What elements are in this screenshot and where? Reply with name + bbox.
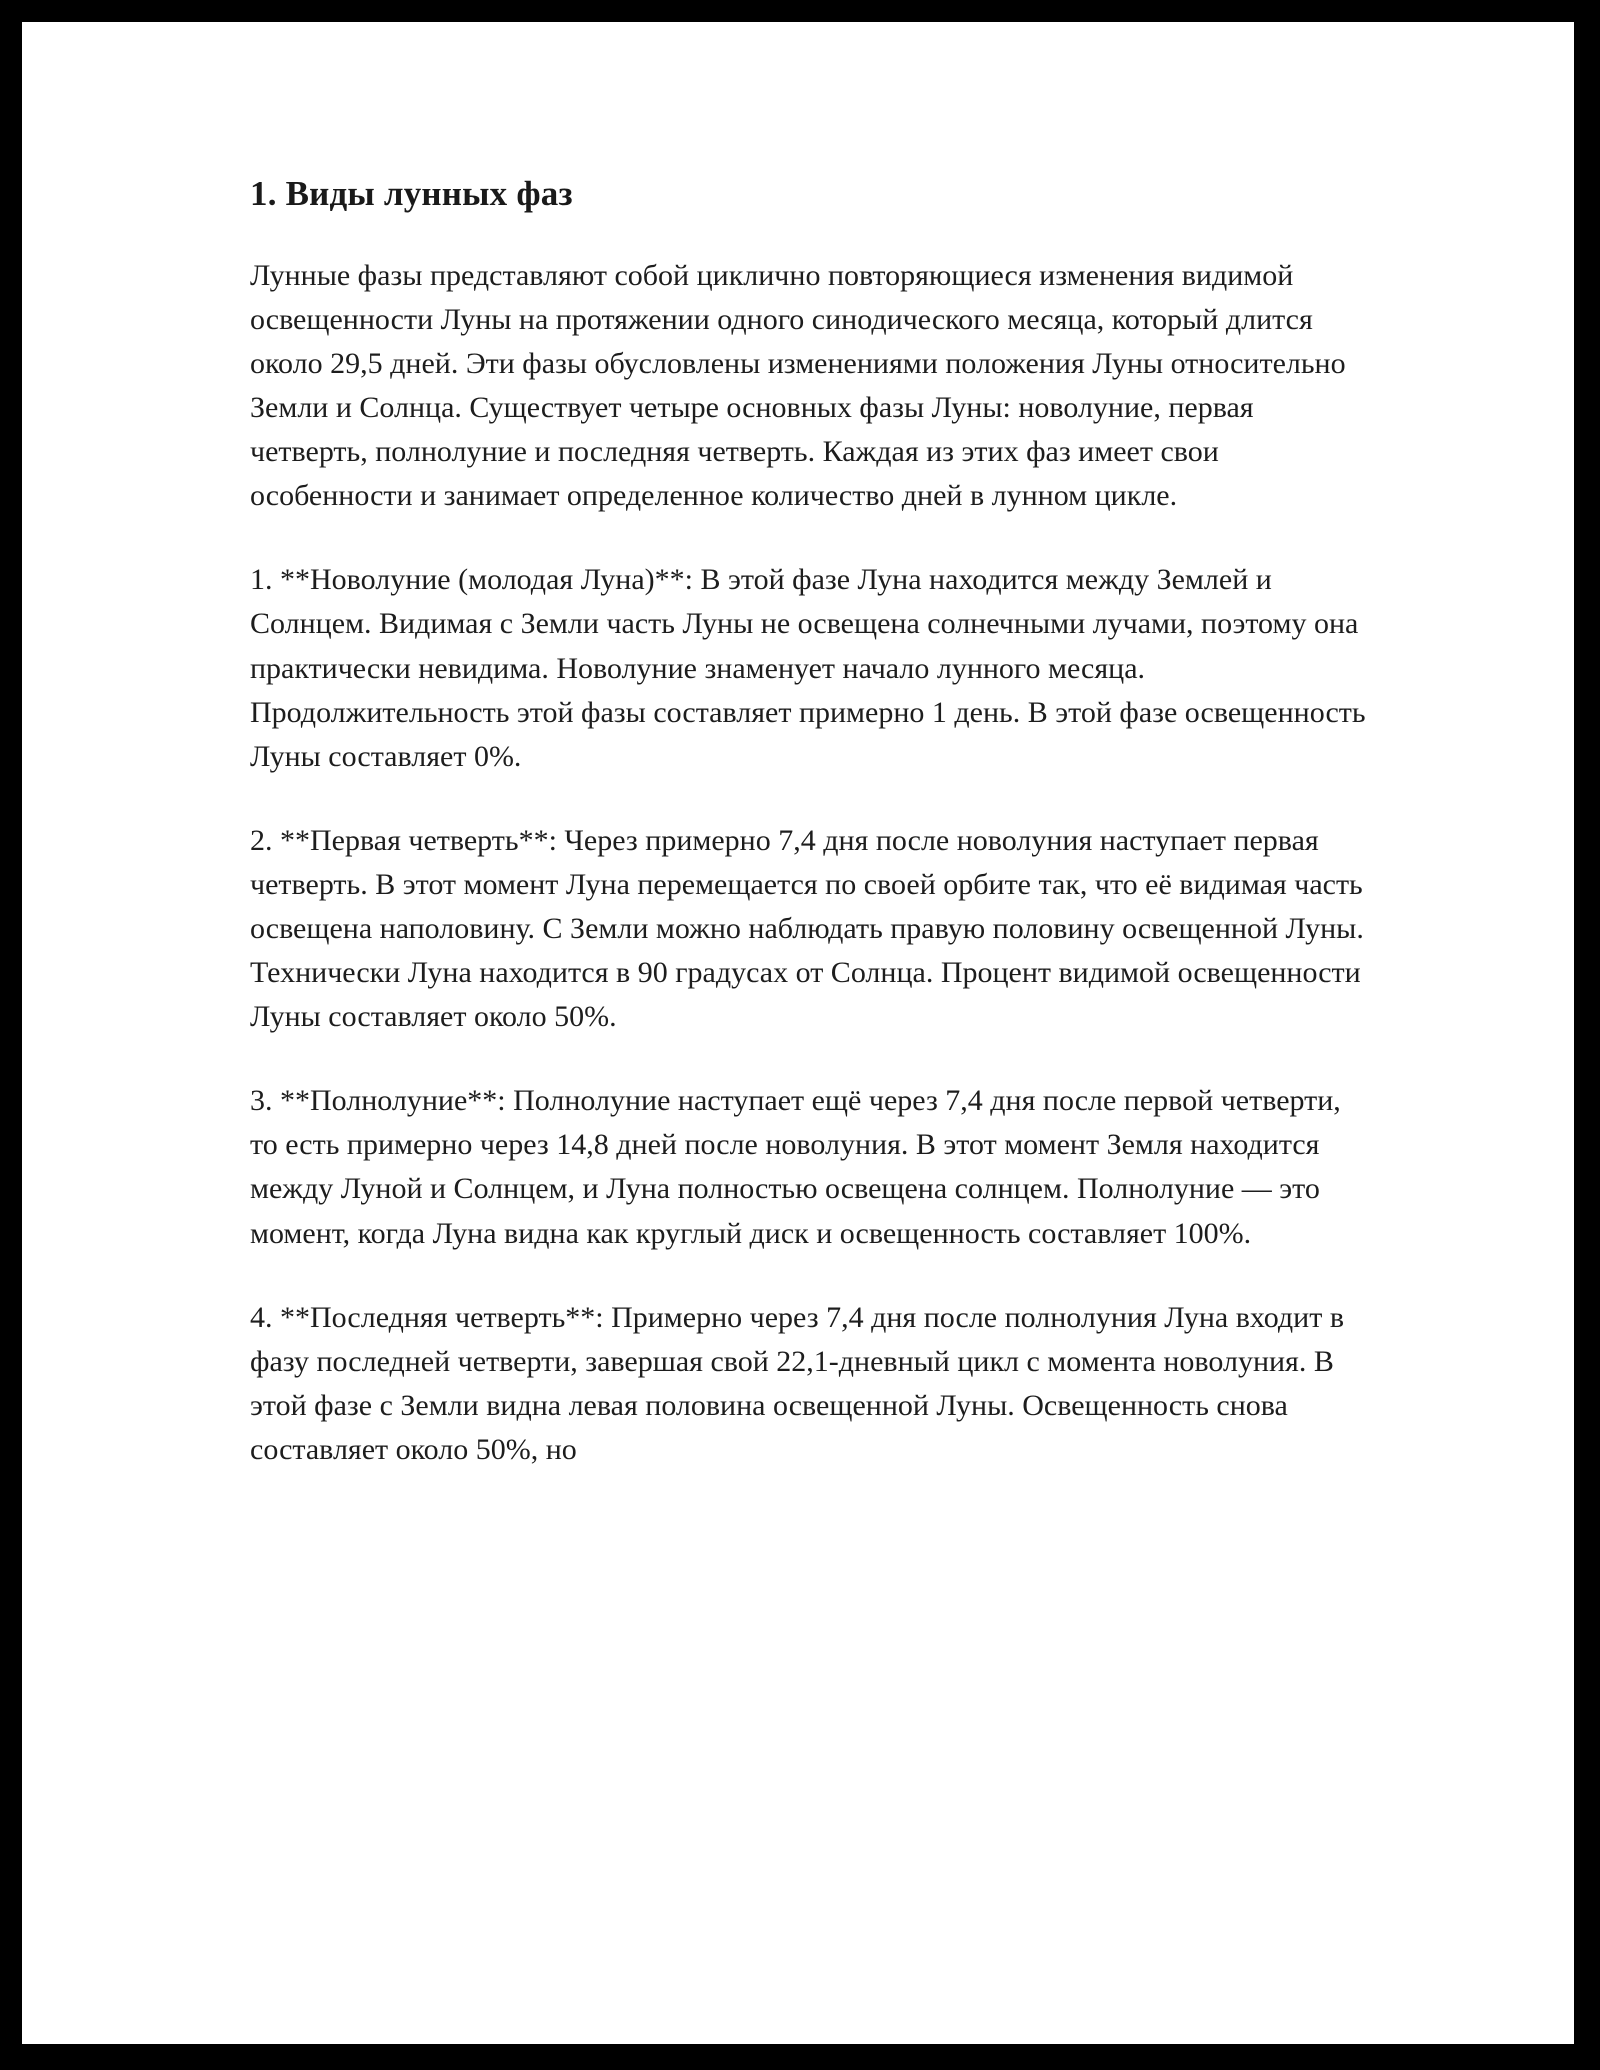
page-title: 1. Виды лунных фаз xyxy=(250,174,573,213)
paragraph-new-moon: 1. **Новолуние (молодая Луна)**: В этой фазе Луна находится между Землей и Солнцем. Видимая с Земли часть Луны не освещена солнечными лучами, поэтому она практически невидима. Новолуние знаменует начало лунного месяца. Продолжительность этой фазы составляет примерно 1 день. В этой фазе освещенность Луны составляет 0%. xyxy=(250,563,1366,773)
document-page xyxy=(22,22,1574,2044)
paragraph-first-quarter: 2. **Первая четверть**: Через примерно 7,4 дня после новолуния наступает первая четверть. В этот момент Луна перемещается по своей орбите так, что её видимая часть освещена наполовину. С Земли можно наблюдать правую половину освещенной Луны. Технически Луна находится в 90 градусах от Солнца. Процент видимой освещенности Луны составляет около 50%. xyxy=(250,823,1364,1034)
paragraph-last-quarter: 4. **Последняя четверть**: Примерно через 7,4 дня после полнолуния Луна входит в фазу последней четверти, завершая свой 22,1-дневный цикл с момента новолуния. В этой фазе с Земли видна левая половина освещенной Луны. Освещенность снова составляет около 50%, но xyxy=(250,1300,1345,1466)
paragraph-overview: Лунные фазы представляют собой циклично повторяющиеся изменения видимой освещенности Луны на протяжении одного синодического месяца, который длится около 29,5 дней. Эти фазы обусловлены изменениями положения Луны относительно Земли и Солнца. Существует четыре основных фазы Луны: новолуние, первая четверть, полнолуние и последняя четверть. Каждая из этих фаз имеет свои особенности и занимает определенное количество дней в лунном цикле. xyxy=(250,258,1346,513)
paragraph-full-moon: 3. **Полнолуние**: Полнолуние наступает ещё через 7,4 дня после первой четверти, то есть примерно через 14,8 дней после новолуния. В этот момент Земля находится между Луной и Солнцем, и Луна полностью освещена солнцем. Полнолуние — это момент, когда Луна видна как круглый диск и освещенность составляет 100%. xyxy=(250,1084,1341,1250)
